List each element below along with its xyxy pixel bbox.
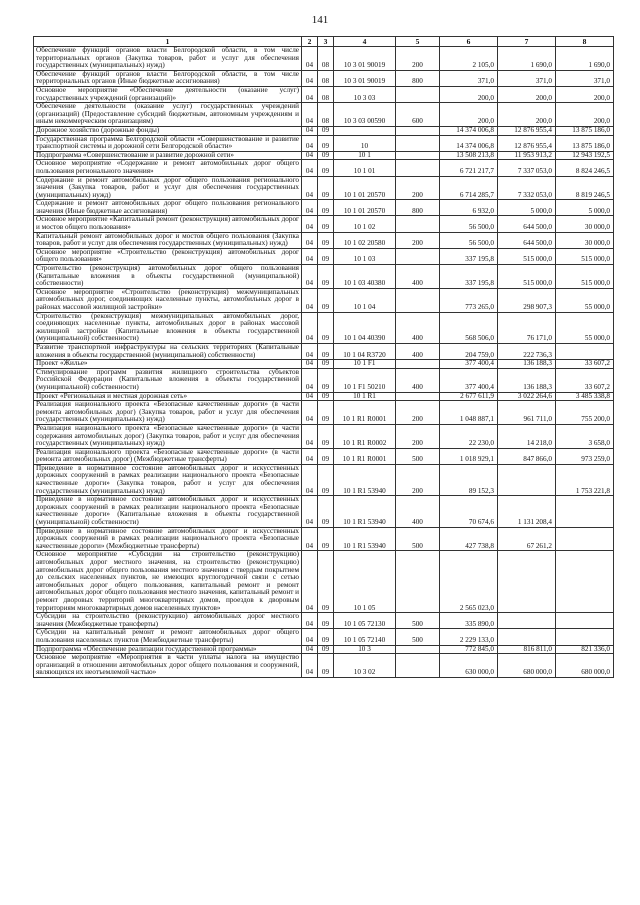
- amount-year3-cell: 33 607,2: [556, 368, 614, 392]
- subsection-code-cell: 09: [318, 200, 334, 216]
- target-article-cell: [334, 126, 396, 135]
- table-row: [34, 496, 614, 527]
- amount-year3-cell: 973 259,0: [556, 448, 614, 464]
- target-article-cell: 10 1 R1 R0002: [334, 424, 396, 448]
- amount-year2-cell: 12 876 955,4: [498, 135, 556, 151]
- subsection-code-cell: 09: [318, 551, 334, 613]
- row-name-cell: Проект «Региональная и местная дорожная сеть»: [34, 392, 302, 401]
- section-code-cell: 04: [302, 527, 318, 551]
- row-name-cell: Основное мероприятие «Строительство (реконструкция) межмуниципальных автомобильных дорог, соединяющих населенные пункты, автомобильных дорог в районах массовой жилищной застройки»: [34, 288, 302, 312]
- subsection-code-cell: 09: [318, 312, 334, 343]
- target-article-cell: 10 3 02: [334, 654, 396, 678]
- amount-year3-cell: [556, 629, 614, 645]
- amount-year3-cell: 3 658,0: [556, 424, 614, 448]
- amount-year2-cell: 14 218,0: [498, 424, 556, 448]
- amount-year2-cell: [498, 629, 556, 645]
- subsection-code-cell: 09: [318, 248, 334, 264]
- row-name-cell: Реализация национального проекта «Безопасные качественные дороги» (в части ремонта автомобильных дорог) (Межбюджетные трансферты): [34, 448, 302, 464]
- subsection-code-cell: 09: [318, 232, 334, 248]
- target-article-cell: 10 1 01 20570: [334, 176, 396, 200]
- target-article-cell: 10 1 R1 R0001: [334, 448, 396, 464]
- amount-year2-cell: [498, 613, 556, 629]
- expense-type-cell: [396, 248, 440, 264]
- section-code-cell: 04: [302, 176, 318, 200]
- amount-year1-cell: 204 759,0: [440, 343, 498, 359]
- amount-year2-cell: 515 000,0: [498, 265, 556, 289]
- section-code-cell: 04: [302, 312, 318, 343]
- amount-year2-cell: 11 953 913,2: [498, 151, 556, 160]
- section-code-cell: 04: [302, 654, 318, 678]
- amount-year1-cell: 772 845,0: [440, 645, 498, 654]
- table-row: [34, 613, 614, 629]
- section-code-cell: 04: [302, 645, 318, 654]
- table-row: [34, 86, 614, 102]
- amount-year3-cell: 755 200,0: [556, 401, 614, 425]
- amount-year3-cell: 680 000,0: [556, 654, 614, 678]
- table-row: [34, 527, 614, 551]
- amount-year1-cell: 6 714 285,7: [440, 176, 498, 200]
- amount-year2-cell: 644 500,0: [498, 216, 556, 232]
- amount-year2-cell: 816 811,0: [498, 645, 556, 654]
- section-code-cell: 04: [302, 551, 318, 613]
- amount-year1-cell: 427 738,8: [440, 527, 498, 551]
- amount-year1-cell: 2 229 133,0: [440, 629, 498, 645]
- amount-year1-cell: 377 400,4: [440, 360, 498, 369]
- section-code-cell: 04: [302, 216, 318, 232]
- section-code-cell: 04: [302, 200, 318, 216]
- amount-year3-cell: 821 336,0: [556, 645, 614, 654]
- subsection-code-cell: 09: [318, 126, 334, 135]
- amount-year1-cell: 22 230,0: [440, 424, 498, 448]
- target-article-cell: 10 1 01: [334, 160, 396, 176]
- amount-year2-cell: 5 000,0: [498, 200, 556, 216]
- table-header-row: [34, 37, 614, 47]
- table-row: [34, 464, 614, 495]
- section-code-cell: 04: [302, 368, 318, 392]
- amount-year3-cell: [556, 551, 614, 613]
- subsection-code-cell: 08: [318, 103, 334, 127]
- amount-year1-cell: 200,0: [440, 103, 498, 127]
- amount-year1-cell: 377 400,4: [440, 368, 498, 392]
- subsection-code-cell: 08: [318, 86, 334, 102]
- section-code-cell: 04: [302, 248, 318, 264]
- target-article-cell: 10 1 R1: [334, 392, 396, 401]
- amount-year2-cell: 76 171,0: [498, 312, 556, 343]
- subsection-code-cell: 09: [318, 464, 334, 495]
- subsection-code-cell: 09: [318, 265, 334, 289]
- row-name-cell: Содержание и ремонт автомобильных дорог общего пользования регионального значения (Иные бюджетные ассигнования): [34, 200, 302, 216]
- row-name-cell: Реализация национального проекта «Безопасные качественные дороги» (в части содержания автомобильных дорог) (Закупка товаров, работ и услуг для обеспечения государственных (муниципальных) нужд): [34, 424, 302, 448]
- amount-year1-cell: 2 105,0: [440, 47, 498, 71]
- row-name-cell: Приведение в нормативное состояние автомобильных дорог и искусственных дорожных сооружений в рамках реализации национального проекта «Безопасные качественные дороги» (Закупка товаров, работ и услуг для обеспечения государственных (муниципальных) нужд): [34, 464, 302, 495]
- target-article-cell: 10 1 04 R3720: [334, 343, 396, 359]
- section-code-cell: 04: [302, 86, 318, 102]
- target-article-cell: 10: [334, 135, 396, 151]
- section-code-cell: 04: [302, 629, 318, 645]
- target-article-cell: 10 3 03: [334, 86, 396, 102]
- target-article-cell: 10 1 04: [334, 288, 396, 312]
- amount-year1-cell: 70 674,6: [440, 496, 498, 527]
- amount-year3-cell: 33 607,2: [556, 360, 614, 369]
- amount-year2-cell: 3 022 264,6: [498, 392, 556, 401]
- amount-year3-cell: 5 000,0: [556, 200, 614, 216]
- amount-year3-cell: 12 943 192,5: [556, 151, 614, 160]
- amount-year2-cell: 136 188,3: [498, 368, 556, 392]
- table-row: [34, 288, 614, 312]
- subsection-code-cell: 09: [318, 527, 334, 551]
- expense-type-cell: [396, 135, 440, 151]
- amount-year3-cell: [556, 343, 614, 359]
- target-article-cell: 10 1 03: [334, 248, 396, 264]
- section-code-cell: 04: [302, 496, 318, 527]
- table-row: [34, 551, 614, 613]
- target-article-cell: 10 1 05: [334, 551, 396, 613]
- amount-year3-cell: 200,0: [556, 86, 614, 102]
- target-article-cell: 10 1 02 20580: [334, 232, 396, 248]
- amount-year1-cell: 14 374 006,8: [440, 135, 498, 151]
- table-row: [34, 424, 614, 448]
- section-code-cell: 04: [302, 360, 318, 369]
- amount-year1-cell: 56 500,0: [440, 232, 498, 248]
- table-row: [34, 126, 614, 135]
- section-code-cell: 04: [302, 448, 318, 464]
- target-article-cell: 10 1 02: [334, 216, 396, 232]
- target-article-cell: 10 3 01 90019: [334, 70, 396, 86]
- amount-year2-cell: 847 866,0: [498, 448, 556, 464]
- table-row: [34, 401, 614, 425]
- table-row: [34, 448, 614, 464]
- table-row: [34, 312, 614, 343]
- amount-year2-cell: 136 188,3: [498, 360, 556, 369]
- section-code-cell: 04: [302, 464, 318, 495]
- subsection-code-cell: 09: [318, 613, 334, 629]
- target-article-cell: 10 3 03 00590: [334, 103, 396, 127]
- table-row: [34, 232, 614, 248]
- amount-year2-cell: 298 907,3: [498, 288, 556, 312]
- amount-year2-cell: 680 000,0: [498, 654, 556, 678]
- amount-year3-cell: 13 875 186,0: [556, 135, 614, 151]
- column-header: 3: [318, 37, 334, 47]
- column-header: 7: [498, 37, 556, 47]
- table-row: [34, 135, 614, 151]
- amount-year2-cell: 7 332 053,0: [498, 176, 556, 200]
- amount-year1-cell: 371,0: [440, 70, 498, 86]
- subsection-code-cell: 09: [318, 654, 334, 678]
- row-name-cell: Субсидии на капитальный ремонт и ремонт автомобильных дорог общего пользования населенных пунктов (Межбюджетные трансферты): [34, 629, 302, 645]
- target-article-cell: 10 1: [334, 151, 396, 160]
- row-name-cell: Основное мероприятие «Содержание и ремонт автомобильных дорог общего пользования регионального значения»: [34, 160, 302, 176]
- subsection-code-cell: 09: [318, 645, 334, 654]
- row-name-cell: Реализация национального проекта «Безопасные качественные дороги» (в части ремонта автомобильных дорог) (Закупка товаров, работ и услуг для обеспечения государственных (муниципальных) нужд): [34, 401, 302, 425]
- expense-type-cell: [396, 654, 440, 678]
- subsection-code-cell: 09: [318, 401, 334, 425]
- amount-year3-cell: [556, 613, 614, 629]
- amount-year3-cell: 515 000,0: [556, 248, 614, 264]
- section-code-cell: 04: [302, 288, 318, 312]
- section-code-cell: 04: [302, 401, 318, 425]
- amount-year1-cell: 1 018 929,1: [440, 448, 498, 464]
- target-article-cell: 10 1 R1 53940: [334, 464, 396, 495]
- row-name-cell: Государственная программа Белгородской области «Совершенствование и развитие транспортной системы и дорожной сети Белгородской области»: [34, 135, 302, 151]
- column-header: 2: [302, 37, 318, 47]
- expense-type-cell: [396, 392, 440, 401]
- amount-year1-cell: 337 195,8: [440, 265, 498, 289]
- subsection-code-cell: 09: [318, 151, 334, 160]
- expense-type-cell: 200: [396, 401, 440, 425]
- row-name-cell: Основное мероприятие «Капитальный ремонт (реконструкция) автомобильных дорог и мостов общего пользования»: [34, 216, 302, 232]
- amount-year1-cell: 1 048 887,1: [440, 401, 498, 425]
- subsection-code-cell: 09: [318, 288, 334, 312]
- expense-type-cell: [396, 288, 440, 312]
- subsection-code-cell: 09: [318, 216, 334, 232]
- row-name-cell: Строительство (реконструкция) автомобильных дорог общего пользования (Капитальные вложения в объекты государственной (муниципальной) собственности): [34, 265, 302, 289]
- target-article-cell: 10 1 05 72130: [334, 613, 396, 629]
- amount-year1-cell: 14 374 006,8: [440, 126, 498, 135]
- target-article-cell: 10 3: [334, 645, 396, 654]
- row-name-cell: Основное мероприятие «Субсидии на строительство (реконструкцию) автомобильных дорог местного значения, на строительство (реконструкцию) автомобильных дорог общего пользования местного значения с твердым покрытием до сельских населенных пунктов, не имеющих круглогодичной связи с сетью автомобильных дорог общего пользования, капитальный ремонт и ремонт автомобильных дорог общего пользования местного значения, капитальный ремонт и ремонт дворовых территорий многоквартирных домов, проездов к дворовым территориям многоквартирных домов населенных пунктов»: [34, 551, 302, 613]
- amount-year1-cell: 568 506,0: [440, 312, 498, 343]
- expense-type-cell: [396, 126, 440, 135]
- amount-year1-cell: 13 508 213,8: [440, 151, 498, 160]
- expense-type-cell: 200: [396, 424, 440, 448]
- amount-year1-cell: 6 721 217,7: [440, 160, 498, 176]
- amount-year3-cell: 13 875 186,0: [556, 126, 614, 135]
- table-row: [34, 47, 614, 71]
- subsection-code-cell: 09: [318, 448, 334, 464]
- amount-year2-cell: 371,0: [498, 70, 556, 86]
- section-code-cell: 04: [302, 70, 318, 86]
- row-name-cell: Основное мероприятие «Обеспечение деятельности (оказание услуг) государственных учреждений (организаций)»: [34, 86, 302, 102]
- subsection-code-cell: 08: [318, 47, 334, 71]
- row-name-cell: Основное мероприятие «Мероприятия в части уплаты налога на имущество организаций в отношении автомобильных дорог общего пользования и сооружений, являющихся их неотъемлемой частью»: [34, 654, 302, 678]
- expense-type-cell: 800: [396, 70, 440, 86]
- amount-year1-cell: 337 195,8: [440, 248, 498, 264]
- row-name-cell: Развитие транспортной инфраструктуры на сельских территориях (Капитальные вложения в объекты государственной (муниципальной) собственности): [34, 343, 302, 359]
- section-code-cell: 04: [302, 126, 318, 135]
- subsection-code-cell: 09: [318, 368, 334, 392]
- expense-type-cell: 200: [396, 464, 440, 495]
- page-number: 141: [311, 14, 329, 26]
- amount-year1-cell: 89 152,3: [440, 464, 498, 495]
- amount-year1-cell: 773 265,0: [440, 288, 498, 312]
- row-name-cell: Дорожное хозяйство (дорожные фонды): [34, 126, 302, 135]
- row-name-cell: Проект «Жилье»: [34, 360, 302, 369]
- table-row: [34, 343, 614, 359]
- amount-year2-cell: 644 500,0: [498, 232, 556, 248]
- subsection-code-cell: 09: [318, 343, 334, 359]
- row-name-cell: Обеспечение функций органов власти Белгородской области, в том числе территориальных органов (Иные бюджетные ассигнования): [34, 70, 302, 86]
- expense-type-cell: [396, 360, 440, 369]
- table-row: [34, 360, 614, 369]
- table-row: [34, 654, 614, 678]
- amount-year3-cell: 515 000,0: [556, 265, 614, 289]
- amount-year2-cell: 1 690,0: [498, 47, 556, 71]
- section-code-cell: 04: [302, 613, 318, 629]
- section-code-cell: 04: [302, 103, 318, 127]
- amount-year2-cell: 1 131 208,4: [498, 496, 556, 527]
- subsection-code-cell: 09: [318, 629, 334, 645]
- section-code-cell: 04: [302, 392, 318, 401]
- section-code-cell: 04: [302, 151, 318, 160]
- amount-year1-cell: 2 565 023,0: [440, 551, 498, 613]
- expense-type-cell: 400: [396, 343, 440, 359]
- row-name-cell: Обеспечение деятельности (оказание услуг) государственных учреждений (организаций) (Предоставление субсидий бюджетным, автономным учреждениям и иным некоммерческим организациям): [34, 103, 302, 127]
- section-code-cell: 04: [302, 232, 318, 248]
- column-header: 8: [556, 37, 614, 47]
- target-article-cell: 10 1 F1: [334, 360, 396, 369]
- table-row: [34, 103, 614, 127]
- amount-year2-cell: 200,0: [498, 86, 556, 102]
- table-row: [34, 160, 614, 176]
- expense-type-cell: 400: [396, 265, 440, 289]
- amount-year1-cell: 2 677 611,9: [440, 392, 498, 401]
- table-row: [34, 629, 614, 645]
- section-code-cell: 04: [302, 135, 318, 151]
- expense-type-cell: [396, 645, 440, 654]
- amount-year3-cell: 30 000,0: [556, 216, 614, 232]
- table-row: [34, 216, 614, 232]
- subsection-code-cell: 09: [318, 160, 334, 176]
- expense-type-cell: 200: [396, 47, 440, 71]
- target-article-cell: 10 3 01 90019: [334, 47, 396, 71]
- amount-year3-cell: 1 690,0: [556, 47, 614, 71]
- expense-type-cell: 500: [396, 448, 440, 464]
- row-name-cell: Приведение в нормативное состояние автомобильных дорог и искусственных дорожных сооружений в рамках реализации национального проекта «Безопасные качественные дороги» (Капитальные вложения в объекты государственной (муниципальной) собственности): [34, 496, 302, 527]
- row-name-cell: Строительство (реконструкция) межмуниципальных автомобильных дорог, соединяющих населенные пункты, автомобильных дорог в районах массовой жилищной застройки (Капитальные вложения в объекты государственной (муниципальной) собственности): [34, 312, 302, 343]
- table-row: [34, 368, 614, 392]
- amount-year2-cell: [498, 551, 556, 613]
- column-header: 1: [34, 37, 302, 47]
- amount-year2-cell: 7 337 053,0: [498, 160, 556, 176]
- table-row: [34, 248, 614, 264]
- target-article-cell: 10 1 05 72140: [334, 629, 396, 645]
- amount-year3-cell: [556, 496, 614, 527]
- section-code-cell: 04: [302, 265, 318, 289]
- expense-type-cell: [396, 216, 440, 232]
- expense-type-cell: 400: [396, 496, 440, 527]
- expense-type-cell: 500: [396, 613, 440, 629]
- subsection-code-cell: 09: [318, 392, 334, 401]
- row-name-cell: Субсидии на строительство (реконструкцию) автомобильных дорог местного значения (Межбюджетные трансферты): [34, 613, 302, 629]
- amount-year2-cell: 961 711,0: [498, 401, 556, 425]
- amount-year2-cell: [498, 464, 556, 495]
- table-row: [34, 70, 614, 86]
- target-article-cell: 10 1 01 20570: [334, 200, 396, 216]
- row-name-cell: Подпрограмма «Совершенствование и развитие дорожной сети»: [34, 151, 302, 160]
- amount-year1-cell: 200,0: [440, 86, 498, 102]
- row-name-cell: Обеспечение функций органов власти Белгородской области, в том числе территориальных органов (Закупка товаров, работ и услуг для обеспечения государственных (муниципальных) нужд): [34, 47, 302, 71]
- section-code-cell: 04: [302, 160, 318, 176]
- subsection-code-cell: 09: [318, 496, 334, 527]
- target-article-cell: 10 1 03 40380: [334, 265, 396, 289]
- expense-type-cell: [396, 86, 440, 102]
- row-name-cell: Подпрограмма «Обеспечение реализации государственной программы»: [34, 645, 302, 654]
- amount-year1-cell: 56 500,0: [440, 216, 498, 232]
- expense-type-cell: [396, 551, 440, 613]
- expense-type-cell: 600: [396, 103, 440, 127]
- amount-year3-cell: 200,0: [556, 103, 614, 127]
- expense-type-cell: 200: [396, 232, 440, 248]
- row-name-cell: Приведение в нормативное состояние автомобильных дорог и искусственных дорожных сооружений в рамках реализации национального проекта «Безопасные качественные дороги» (Межбюджетные трансферты): [34, 527, 302, 551]
- target-article-cell: 10 1 04 40390: [334, 312, 396, 343]
- subsection-code-cell: 09: [318, 176, 334, 200]
- expense-type-cell: [396, 160, 440, 176]
- amount-year1-cell: 630 000,0: [440, 654, 498, 678]
- target-article-cell: 10 1 R1 53940: [334, 527, 396, 551]
- amount-year1-cell: 6 932,0: [440, 200, 498, 216]
- section-code-cell: 04: [302, 424, 318, 448]
- column-header: 5: [396, 37, 440, 47]
- amount-year2-cell: 515 000,0: [498, 248, 556, 264]
- column-header: 4: [334, 37, 396, 47]
- expense-type-cell: 400: [396, 368, 440, 392]
- target-article-cell: 10 1 R1 53940: [334, 496, 396, 527]
- amount-year3-cell: 30 000,0: [556, 232, 614, 248]
- column-header: 6: [440, 37, 498, 47]
- amount-year3-cell: [556, 527, 614, 551]
- section-code-cell: 04: [302, 47, 318, 71]
- budget-table: [33, 36, 614, 678]
- expense-type-cell: 400: [396, 312, 440, 343]
- amount-year2-cell: 200,0: [498, 103, 556, 127]
- row-name-cell: Основное мероприятие «Строительство (реконструкция) автомобильных дорог общего пользования»: [34, 248, 302, 264]
- subsection-code-cell: 09: [318, 424, 334, 448]
- amount-year3-cell: 55 000,0: [556, 312, 614, 343]
- amount-year3-cell: 371,0: [556, 70, 614, 86]
- row-name-cell: Содержание и ремонт автомобильных дорог общего пользования регионального значения (Закупка товаров, работ и услуг для обеспечения государственных (муниципальных) нужд): [34, 176, 302, 200]
- expense-type-cell: 800: [396, 200, 440, 216]
- amount-year2-cell: 222 736,3: [498, 343, 556, 359]
- expense-type-cell: 200: [396, 176, 440, 200]
- amount-year3-cell: 8 819 246,5: [556, 176, 614, 200]
- subsection-code-cell: 09: [318, 360, 334, 369]
- table-row: [34, 200, 614, 216]
- amount-year2-cell: 12 876 955,4: [498, 126, 556, 135]
- target-article-cell: 10 1 R1 R0001: [334, 401, 396, 425]
- expense-type-cell: 500: [396, 629, 440, 645]
- amount-year3-cell: 55 000,0: [556, 288, 614, 312]
- expense-type-cell: [396, 151, 440, 160]
- row-name-cell: Капитальный ремонт автомобильных дорог и мостов общего пользования (Закупка товаров, работ и услуг для обеспечения государственных (муниципальных) нужд): [34, 232, 302, 248]
- section-code-cell: 04: [302, 343, 318, 359]
- table-row: [34, 176, 614, 200]
- target-article-cell: 10 1 F1 50210: [334, 368, 396, 392]
- table-row: [34, 265, 614, 289]
- subsection-code-cell: 08: [318, 70, 334, 86]
- row-name-cell: Стимулирование программ развития жилищного строительства субъектов Российской Федерации (Капитальные вложения в объекты государственной (муниципальной) собственности): [34, 368, 302, 392]
- expense-type-cell: 500: [396, 527, 440, 551]
- subsection-code-cell: 09: [318, 135, 334, 151]
- amount-year3-cell: 8 824 246,5: [556, 160, 614, 176]
- table-body: [34, 47, 614, 678]
- amount-year3-cell: 1 753 221,8: [556, 464, 614, 495]
- amount-year3-cell: 3 485 338,8: [556, 392, 614, 401]
- amount-year1-cell: 335 890,0: [440, 613, 498, 629]
- amount-year2-cell: 67 261,2: [498, 527, 556, 551]
